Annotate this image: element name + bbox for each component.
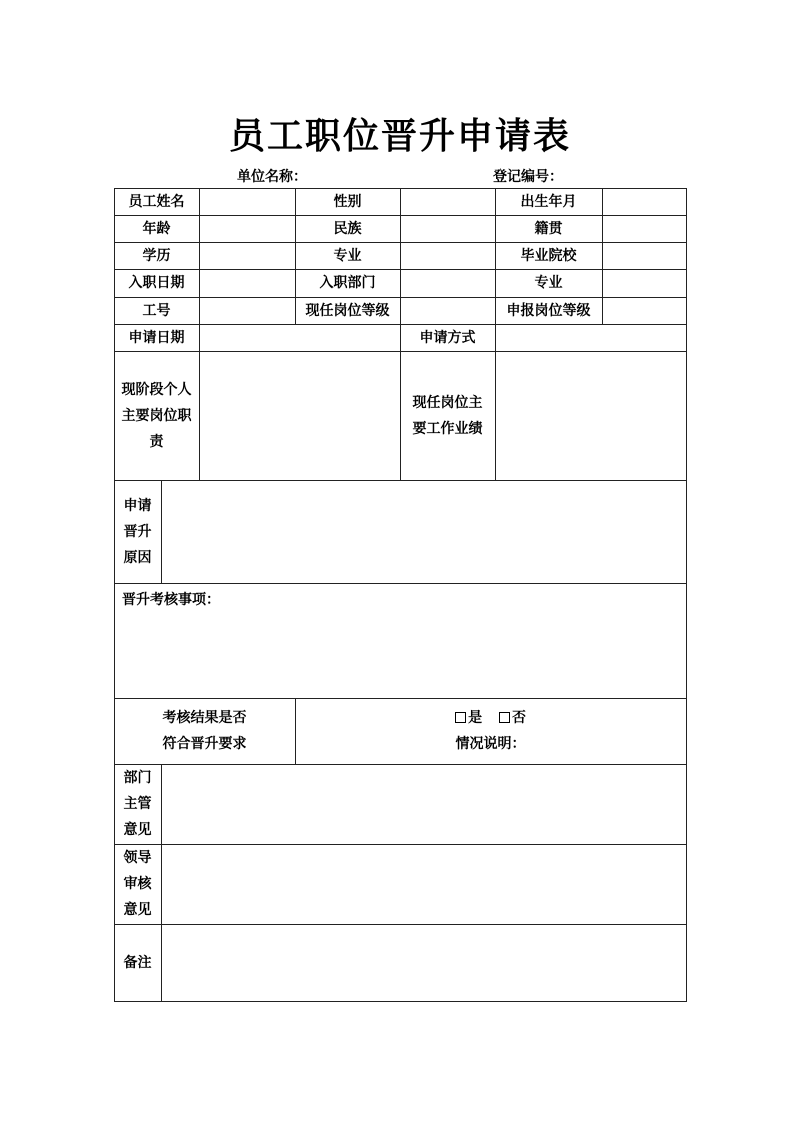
school-field[interactable] (603, 243, 686, 269)
major-field-2[interactable] (603, 270, 686, 297)
current-level-cell[interactable] (401, 298, 495, 324)
major-cell-2[interactable] (603, 270, 686, 297)
native-place-label: 籍贯 (534, 220, 563, 237)
employee-name-cell[interactable] (200, 189, 295, 215)
current-level-label: 现任岗位等级 (305, 302, 390, 319)
apply-date-label: 申请日期 (128, 329, 185, 346)
applied-level-field[interactable] (603, 298, 686, 324)
reason-label-line-3: 原因 (123, 549, 152, 566)
assessment-result-options (295, 698, 686, 764)
yes-label: 是 (468, 710, 483, 726)
performance-label (400, 351, 495, 480)
entry-department-cell[interactable] (401, 270, 495, 297)
leader-review-line-1: 领导 (123, 850, 152, 866)
native-place-field[interactable] (603, 216, 686, 242)
major-label: 专业 (333, 247, 362, 264)
employee-name-label: 员工姓名 (128, 193, 185, 210)
ethnicity-label: 民族 (333, 220, 362, 237)
major-field[interactable] (401, 243, 495, 269)
leader-review-line-3: 意见 (123, 902, 152, 918)
gender-label: 性别 (333, 193, 362, 210)
native-place-cell[interactable] (603, 216, 686, 242)
reason-area[interactable] (162, 481, 686, 583)
birth-date-cell[interactable] (603, 189, 686, 215)
ethnicity-cell[interactable] (401, 216, 495, 242)
apply-method-label: 申请方式 (419, 329, 476, 346)
major-cell[interactable] (401, 243, 495, 269)
entry-department-field[interactable] (401, 270, 495, 297)
no-option[interactable] (499, 710, 526, 726)
reason-label-line-1: 申请 (123, 497, 152, 514)
apply-date-field[interactable] (200, 325, 400, 351)
remarks-area[interactable] (162, 925, 686, 1001)
applied-level-cell[interactable] (603, 298, 686, 324)
apply-method-field[interactable] (496, 325, 686, 351)
no-label: 否 (511, 710, 526, 726)
school-cell[interactable] (603, 243, 686, 269)
apply-date-cell[interactable] (200, 325, 400, 351)
employee-number-label: 工号 (142, 302, 171, 319)
dept-opinion-line-1: 部门 (123, 770, 152, 786)
registration-number-label: 登记编号： (493, 169, 563, 185)
assessment-result-label (114, 698, 295, 764)
applied-level-label: 申报岗位等级 (506, 302, 591, 319)
duties-label-line-2: 主要岗位职 (121, 407, 192, 424)
gender-cell[interactable] (401, 189, 495, 215)
reason-label (114, 480, 161, 583)
duties-label-line-1: 现阶段个人 (121, 381, 192, 398)
assessment-result-line-1: 考核结果是否 (162, 710, 247, 726)
major-label-2: 专业 (534, 275, 563, 291)
yes-checkbox-icon[interactable] (455, 712, 466, 723)
entry-date-cell[interactable] (200, 270, 295, 297)
entry-date-field[interactable] (200, 270, 295, 297)
dept-opinion-line-3: 意见 (123, 822, 152, 838)
duties-label-line-3: 责 (149, 433, 164, 450)
no-checkbox-icon[interactable] (499, 712, 510, 723)
performance-label-line-2: 要工作业绩 (412, 420, 483, 437)
age-field[interactable] (200, 216, 295, 242)
situation-label: 情况说明： (455, 736, 526, 752)
duties-label (114, 351, 199, 480)
form-title: 员工职位晋升申请表 (228, 115, 571, 157)
leader-review-label (114, 844, 161, 924)
leader-review-area[interactable] (162, 845, 686, 924)
employee-number-field[interactable] (200, 298, 295, 324)
assessment-result-line-2: 符合晋升要求 (162, 736, 247, 752)
current-level-field[interactable] (401, 298, 495, 324)
leader-review-line-2: 审核 (123, 876, 152, 892)
yes-option[interactable] (455, 710, 482, 726)
performance-area[interactable] (496, 352, 686, 480)
employee-name-field[interactable] (200, 189, 295, 215)
ethnicity-field[interactable] (401, 216, 495, 242)
age-label: 年龄 (142, 220, 171, 237)
entry-date-label: 入职日期 (128, 275, 185, 291)
birth-date-label: 出生年月 (520, 193, 577, 210)
dept-opinion-area[interactable] (162, 765, 686, 844)
apply-method-cell[interactable] (496, 325, 686, 351)
yes-no-options (449, 705, 532, 731)
assessment-items-label: 晋升考核事项： (122, 592, 220, 608)
gender-field[interactable] (401, 189, 495, 215)
birth-date-field[interactable] (603, 189, 686, 215)
education-cell[interactable] (200, 243, 295, 269)
education-field[interactable] (200, 243, 295, 269)
education-label: 学历 (142, 247, 171, 264)
employee-number-cell[interactable] (200, 298, 295, 324)
dept-opinion-line-2: 主管 (123, 796, 152, 812)
assessment-items-area[interactable] (115, 612, 686, 698)
dept-opinion-label (114, 764, 161, 844)
remarks-label: 备注 (123, 954, 152, 971)
age-cell[interactable] (200, 216, 295, 242)
performance-label-line-1: 现任岗位主 (412, 394, 483, 411)
entry-department-label: 入职部门 (319, 275, 376, 291)
unit-name-label: 单位名称： (237, 169, 307, 185)
reason-label-line-2: 晋升 (123, 523, 152, 540)
duties-area[interactable] (200, 352, 400, 480)
school-label: 毕业院校 (520, 247, 577, 264)
